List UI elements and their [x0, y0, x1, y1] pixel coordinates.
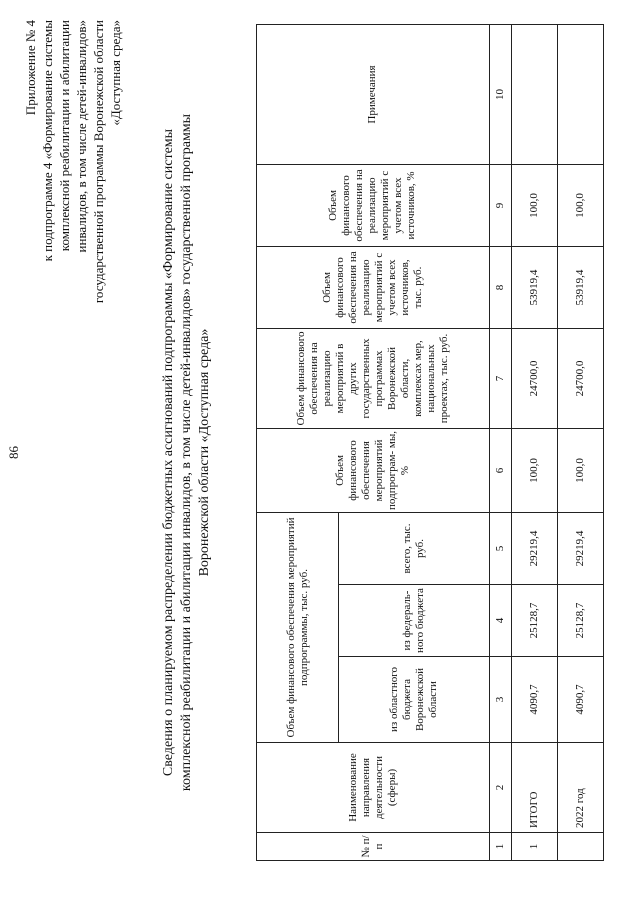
cell-regional: 4090,7 [557, 657, 603, 743]
cell-other: 24700,0 [511, 328, 557, 428]
cell-other: 24700,0 [557, 328, 603, 428]
cell-federal: 25128,7 [557, 585, 603, 657]
header-no: № п/п [257, 833, 490, 861]
cell-no: 1 [511, 833, 557, 861]
cell-name: ИТОГО [511, 743, 557, 833]
document-title [160, 0, 214, 905]
cell-notes [511, 24, 557, 164]
appendix-line: «Доступная среда» [108, 20, 123, 126]
budget-table [256, 24, 604, 861]
header-notes: Примечания [257, 24, 490, 164]
appendix-line: инвалидов, в том числе детей-инвалидов» [74, 20, 89, 253]
cell-regional: 4090,7 [511, 657, 557, 743]
col-number: 8 [489, 246, 511, 328]
col-number: 6 [489, 428, 511, 512]
cell-name: 2022 год [557, 743, 603, 833]
header-federal: из федераль- ного бюджета [339, 585, 489, 657]
col-number: 2 [489, 743, 511, 833]
header-name: Наименование направления деятельности (сферы) [257, 743, 490, 833]
cell-all-sources-pct: 100,0 [511, 164, 557, 246]
appendix-note [22, 20, 124, 405]
header-other: Объем финансового обеспечения на реализацию мероприятий в других государственных программах Воронежской области, комплексах мер, национальных проектах, тыс. руб. [257, 328, 490, 428]
cell-notes [557, 24, 603, 164]
table-row [511, 24, 557, 860]
column-number-row [489, 24, 511, 860]
cell-total: 29219,4 [557, 512, 603, 584]
col-number: 7 [489, 328, 511, 428]
table-row [557, 24, 603, 860]
col-number: 1 [489, 833, 511, 861]
cell-share: 100,0 [557, 428, 603, 512]
cell-all-sources: 53919,4 [511, 246, 557, 328]
header-regional: из областного бюджета Воронежской области [339, 657, 489, 743]
col-number: 4 [489, 585, 511, 657]
header-group: Объем финансового обеспечения мероприятий подпрограммы, тыс. руб. [257, 512, 339, 742]
cell-all-sources-pct: 100,0 [557, 164, 603, 246]
header-share: Объем финансового обеспечения мероприятий подпрограм- мы, % [257, 428, 490, 512]
cell-all-sources: 53919,4 [557, 246, 603, 328]
cell-no [557, 833, 603, 861]
cell-federal: 25128,7 [511, 585, 557, 657]
col-number: 9 [489, 164, 511, 246]
cell-total: 29219,4 [511, 512, 557, 584]
title-line: Воронежской области «Доступная среда» [197, 328, 212, 577]
appendix-line: государственной программы Воронежской области [91, 20, 106, 304]
header-total: всего, тыс. руб. [339, 512, 489, 584]
cell-share: 100,0 [511, 428, 557, 512]
header-all-sources: Объем финансового обеспечения на реализацию мероприятий с учетом всех источников, тыс. руб. [257, 246, 490, 328]
header-all-sources-pct: Объем финансового обеспечения на реализацию мероприятий с учетом всех источников, % [257, 164, 490, 246]
title-line: Сведения о планируемом распределении бюджетных ассигнований подпрограммы «Формирование системы [161, 128, 176, 777]
col-number: 3 [489, 657, 511, 743]
appendix-line: комплексной реабилитации и абилитации [57, 20, 72, 252]
col-number: 5 [489, 512, 511, 584]
title-line: комплексной реабилитации и абилитации инвалидов, в том числе детей-инвалидов» государственной программы [179, 113, 194, 792]
col-number: 10 [489, 24, 511, 164]
appendix-line: Приложение № 4 [23, 20, 38, 116]
appendix-line: к подпрограмме 4 «Формирование системы [40, 20, 55, 262]
page-number: 86 [6, 446, 21, 459]
